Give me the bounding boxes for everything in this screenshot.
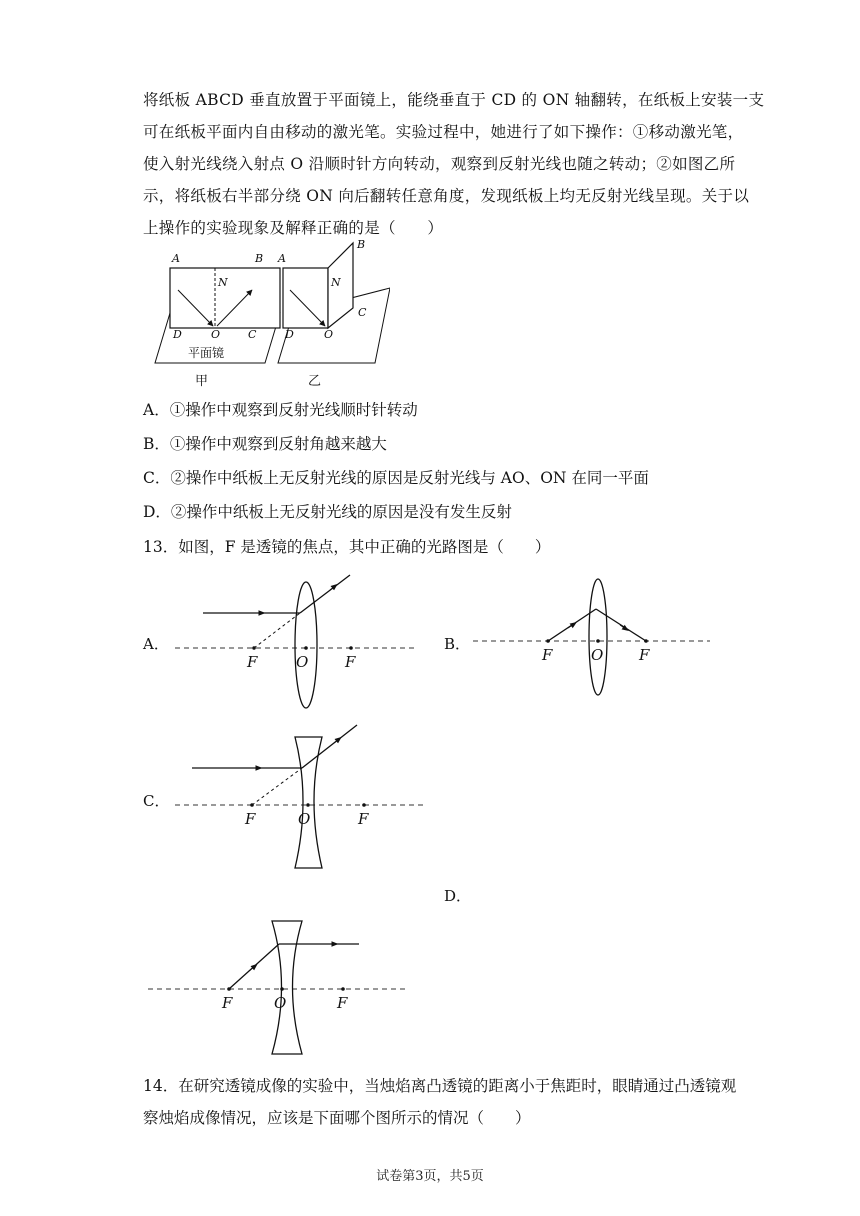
point-n-label-2: N — [331, 276, 341, 289]
q13-option-b-label: B． — [444, 635, 471, 653]
point-o-label: O — [211, 328, 221, 341]
figure-jia-label: 甲 — [195, 374, 209, 389]
point-c-label-2: C — [358, 306, 367, 319]
point-d-label: D — [173, 328, 182, 341]
question-12-text — [143, 84, 765, 244]
point-b-label: B — [255, 252, 264, 265]
center-label: O — [274, 994, 287, 1012]
focus-label: F — [542, 646, 553, 664]
q13-figure-b — [470, 575, 715, 705]
focus-label: F — [358, 810, 369, 828]
question-13-stem: 13．如图，F 是透镜的焦点，其中正确的光路图是（ ） — [143, 538, 551, 556]
text-line: 察烛焰成像情况，应该是下面哪个图所示的情况（ ） — [143, 1109, 531, 1127]
option-b: B．①操作中观察到反射角越来越大 — [143, 435, 387, 453]
point-a-label-2: A — [278, 252, 286, 265]
point-c-label: C — [248, 328, 257, 341]
option-d: D．②操作中纸板上无反射光线的原因是没有发生反射 — [143, 503, 512, 521]
focus-label: F — [337, 994, 348, 1012]
q13-figure-c — [170, 720, 430, 875]
text-line: 使入射光线绕入射点 O 沿顺时针方向转动，观察到反射光线也随之转动；②如图乙所 — [143, 155, 736, 173]
text-line: 将纸板 ABCD 垂直放置于平面镜上，能绕垂直于 CD 的 ON 轴翻转，在纸板上安装一支 — [143, 91, 765, 109]
q13-figure-a — [170, 570, 420, 710]
focus-label: F — [639, 646, 650, 664]
mirror-experiment-figure — [150, 238, 390, 388]
point-b-label-2: B — [357, 238, 366, 251]
option-a: A．①操作中观察到反射光线顺时针转动 — [143, 401, 418, 419]
q13-option-d-label: D． — [444, 887, 472, 905]
text-line: 示，将纸板右半部分绕 ON 向后翻转任意角度，发现纸板上均无反射光线呈现。关于以 — [143, 187, 750, 205]
point-a-label: A — [172, 252, 180, 265]
option-c: C．②操作中纸板上无反射光线的原因是反射光线与 AO、ON 在同一平面 — [143, 469, 649, 487]
mirror-label: 平面镜 — [188, 346, 225, 360]
point-o-label-2: O — [324, 328, 334, 341]
q13-figure-d — [145, 918, 410, 1058]
text-line: 上操作的实验现象及解释正确的是（ ） — [143, 219, 444, 237]
q13-option-c-label: C． — [143, 792, 170, 810]
point-n-label: N — [218, 276, 228, 289]
figure-yi-label: 乙 — [308, 374, 322, 389]
focus-label: F — [345, 653, 356, 671]
point-d-label-2: D — [285, 328, 294, 341]
center-label: O — [298, 810, 311, 828]
focus-label: F — [245, 810, 256, 828]
q13-option-a-label: A． — [143, 635, 169, 653]
text-line: 14．在研究透镜成像的实验中，当烛焰离凸透镜的距离小于焦距时，眼睛通过凸透镜观 — [143, 1077, 737, 1095]
focus-label: F — [222, 994, 233, 1012]
page-footer: 试卷第3页，共5页 — [376, 1169, 484, 1184]
focus-label: F — [247, 653, 258, 671]
center-label: O — [296, 653, 309, 671]
text-line: 可在纸板平面内自由移动的激光笔。实验过程中，她进行了如下操作：①移动激光笔， — [143, 123, 744, 141]
question-14-text — [143, 1070, 743, 1134]
center-label: O — [591, 646, 604, 664]
